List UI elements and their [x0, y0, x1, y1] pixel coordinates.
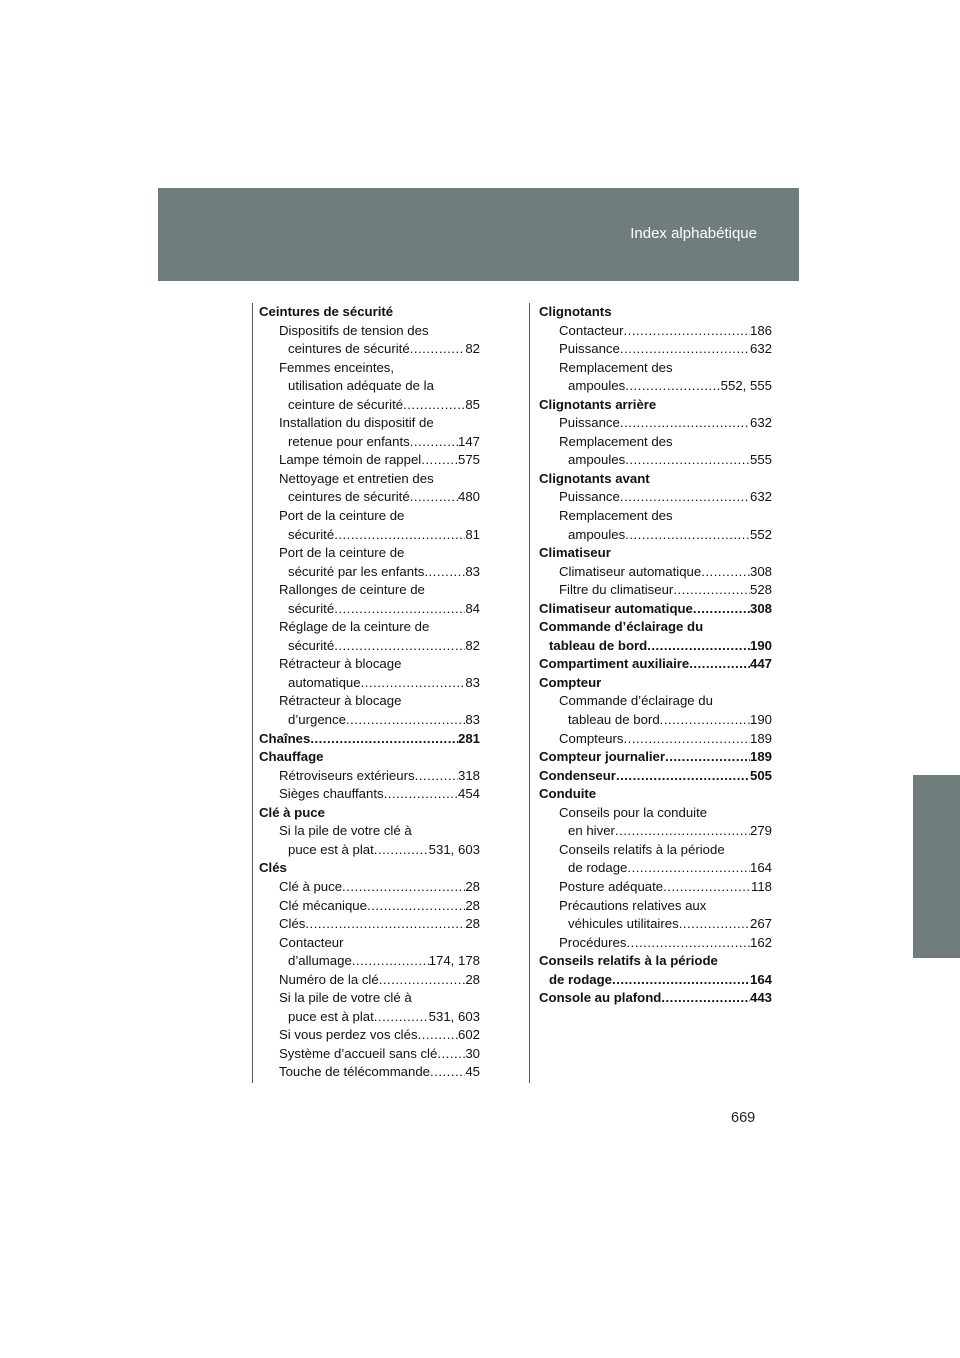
dot-leader — [437, 1045, 465, 1064]
index-subentry — [259, 711, 480, 730]
dot-leader — [625, 377, 720, 396]
index-heading — [259, 730, 480, 749]
index-heading — [539, 989, 772, 1008]
page-reference: 30 — [465, 1045, 480, 1061]
dot-leader — [334, 637, 465, 656]
index-subentry — [539, 451, 772, 470]
page-reference: 186 — [749, 322, 772, 338]
entry-text: tableau de bord — [549, 637, 648, 653]
entry-text: Numéro de la clé — [279, 971, 379, 987]
dot-leader — [415, 767, 458, 786]
page-reference: 83 — [465, 674, 480, 690]
page-reference: 281 — [457, 730, 480, 746]
entry-text: Remplacement des — [559, 508, 673, 524]
entry-text: Puissance — [559, 341, 620, 357]
index-subentry — [259, 396, 480, 415]
page-reference: 189 — [749, 749, 772, 765]
entry-text: sécurité — [288, 600, 335, 616]
dot-leader — [410, 488, 458, 507]
page-reference: 28 — [465, 878, 480, 894]
index-subentry — [259, 767, 480, 786]
index-subentry — [539, 433, 772, 452]
index-subentry — [259, 989, 480, 1008]
page-reference: 164 — [749, 860, 772, 876]
page-reference: 147 — [457, 433, 480, 449]
index-subentry — [259, 1045, 480, 1064]
entry-text: retenue pour enfants — [288, 433, 410, 449]
index-subentry — [539, 934, 772, 953]
entry-text: Compteurs — [559, 730, 624, 746]
index-subentry — [259, 507, 480, 526]
entry-text: ceintures de sécurité — [288, 341, 410, 357]
index-column-right — [539, 303, 772, 1008]
page-reference: 118 — [750, 878, 772, 894]
entry-text: Climatiseur — [539, 545, 611, 561]
entry-text: Commande d’éclairage du — [539, 619, 704, 635]
page-number: 669 — [731, 1110, 756, 1126]
index-heading — [539, 748, 772, 767]
dot-leader — [616, 767, 750, 786]
page-reference: 267 — [749, 916, 772, 932]
entry-text: Port de la ceinture de — [279, 508, 405, 524]
entry-text: Clignotants arrière — [539, 396, 657, 412]
index-subentry — [539, 507, 772, 526]
page-reference: 447 — [749, 656, 772, 672]
index-subentry — [539, 822, 772, 841]
dot-leader — [612, 971, 750, 990]
entry-text: Rallonges de ceinture de — [279, 582, 425, 598]
entry-text: Filtre du climatiseur — [559, 582, 674, 598]
index-subentry — [259, 451, 480, 470]
dot-leader — [673, 581, 750, 600]
dot-leader — [430, 1063, 465, 1082]
dot-leader — [627, 859, 750, 878]
index-heading — [259, 804, 480, 823]
index-subentry — [259, 785, 480, 804]
index-subentry — [539, 563, 772, 582]
entry-text: Conseils relatifs à la période — [559, 841, 725, 857]
index-subentry — [259, 674, 480, 693]
entry-text: Contacteur — [559, 322, 624, 338]
entry-text: puce est à plat — [288, 1008, 374, 1024]
index-subentry — [539, 841, 772, 860]
entry-text: de rodage — [568, 860, 628, 876]
index-column-left — [259, 303, 480, 1082]
index-subentry — [259, 414, 480, 433]
page-reference: 443 — [749, 990, 772, 1006]
index-heading — [539, 971, 772, 990]
index-subentry — [259, 692, 480, 711]
entry-text: Clignotants — [539, 304, 612, 319]
entry-text: Remplacement des — [559, 359, 673, 375]
index-heading — [539, 952, 772, 971]
dot-leader — [620, 414, 750, 433]
entry-text: Clés — [259, 860, 287, 876]
index-subentry — [539, 488, 772, 507]
entry-text: Dispositifs de tension des — [279, 322, 429, 338]
dot-leader — [379, 971, 466, 990]
dot-leader — [625, 526, 750, 545]
dot-leader — [424, 563, 465, 582]
dot-leader — [615, 822, 750, 841]
dot-leader — [361, 674, 466, 693]
entry-text: sécurité — [288, 637, 335, 653]
entry-text: sécurité — [288, 526, 335, 542]
entry-text: Port de la ceinture de — [279, 545, 405, 561]
dot-leader — [620, 488, 750, 507]
page-reference: 454 — [457, 786, 480, 802]
index-heading — [539, 655, 772, 674]
page-reference: 28 — [465, 897, 480, 913]
index-subentry — [259, 1026, 480, 1045]
dot-leader — [334, 526, 465, 545]
index-heading — [539, 785, 772, 804]
index-heading — [539, 396, 772, 415]
page-reference: 189 — [749, 730, 772, 746]
entry-text: Posture adéquate — [559, 878, 664, 894]
index-subentry — [539, 730, 772, 749]
entry-text: de rodage — [549, 971, 613, 987]
entry-text: Rétracteur à blocage — [279, 693, 402, 709]
index-subentry — [259, 433, 480, 452]
entry-text: Si la pile de votre clé à — [279, 990, 412, 1006]
entry-text: Lampe témoin de rappel — [279, 452, 422, 468]
index-subentry — [259, 1008, 480, 1027]
entry-text: ampoules — [568, 378, 626, 394]
column-rule-middle — [529, 303, 530, 1083]
index-subentry — [259, 971, 480, 990]
index-subentry — [259, 878, 480, 897]
entry-text: Compartiment auxiliaire — [539, 656, 690, 672]
index-heading — [539, 767, 772, 786]
entry-text: ampoules — [568, 452, 626, 468]
entry-text: Chauffage — [259, 749, 324, 765]
entry-text: Clé à puce — [279, 878, 343, 894]
page-reference: 308 — [749, 563, 772, 579]
index-subentry — [259, 322, 480, 341]
entry-text: en hiver — [568, 823, 615, 839]
entry-text: tableau de bord — [568, 712, 660, 728]
index-heading — [539, 600, 772, 619]
entry-text: utilisation adéquate de la — [288, 378, 434, 394]
index-subentry — [539, 359, 772, 378]
dot-leader — [352, 952, 429, 971]
entry-text: Condenseur — [539, 767, 616, 783]
entry-text: ceintures de sécurité — [288, 489, 410, 505]
page-reference: 552, 555 — [720, 378, 772, 394]
page-title: Index alphabétique — [630, 225, 757, 242]
page-reference: 632 — [749, 415, 772, 431]
dot-leader — [305, 915, 465, 934]
page-reference: 531, 603 — [428, 841, 480, 857]
dot-leader — [665, 748, 750, 767]
index-subentry — [259, 1063, 480, 1082]
entry-text: automatique — [288, 674, 361, 690]
entry-text: véhicules utilitaires — [568, 916, 679, 932]
entry-text: Ceintures de sécurité — [259, 304, 394, 319]
entry-text: Remplacement des — [559, 433, 673, 449]
column-rule-left — [252, 303, 253, 1083]
page-reference: 28 — [465, 971, 480, 987]
entry-text: Compteur — [539, 674, 602, 690]
index-heading — [539, 303, 772, 322]
entry-text: Installation du dispositif de — [279, 415, 434, 431]
dot-leader — [374, 841, 429, 860]
entry-text: Compteur journalier — [539, 749, 666, 765]
dot-leader — [346, 711, 465, 730]
index-subentry — [259, 655, 480, 674]
index-subentry — [259, 470, 480, 489]
page-reference: 528 — [749, 582, 772, 598]
dot-leader — [701, 563, 750, 582]
dot-leader — [624, 730, 750, 749]
dot-leader — [367, 897, 465, 916]
entry-text: Commande d’éclairage du — [559, 693, 713, 709]
page-reference: 82 — [465, 341, 480, 357]
index-subentry — [539, 897, 772, 916]
entry-text: ampoules — [568, 526, 626, 542]
dot-leader — [334, 600, 465, 619]
page-reference: 505 — [749, 767, 772, 783]
dot-leader — [625, 451, 750, 470]
index-subentry — [259, 934, 480, 953]
page-reference: 190 — [749, 712, 772, 728]
index-heading — [539, 618, 772, 637]
index-subentry — [539, 322, 772, 341]
entry-text: d’allumage — [288, 953, 352, 969]
entry-text: Touche de télécommande — [279, 1064, 431, 1080]
entry-text: puce est à plat — [288, 841, 374, 857]
index-subentry — [259, 340, 480, 359]
page-reference: 279 — [749, 823, 772, 839]
dot-leader — [410, 340, 466, 359]
page-reference: 552 — [749, 526, 772, 542]
page-reference: 190 — [749, 637, 772, 653]
index-subentry — [259, 952, 480, 971]
index-heading — [259, 859, 480, 878]
page-reference: 555 — [749, 452, 772, 468]
page-reference: 162 — [749, 934, 772, 950]
entry-text: Conseils relatifs à la période — [539, 953, 718, 969]
index-subentry — [539, 340, 772, 359]
dot-leader — [624, 322, 750, 341]
entry-text: Console au plafond — [539, 990, 662, 1006]
index-subentry — [539, 859, 772, 878]
dot-leader — [620, 340, 750, 359]
dot-leader — [689, 655, 750, 674]
index-subentry — [539, 526, 772, 545]
index-subentry — [259, 526, 480, 545]
entry-text: Chaînes — [259, 730, 311, 746]
entry-text: Si la pile de votre clé à — [279, 823, 412, 839]
dot-leader — [310, 730, 458, 749]
page-reference: 81 — [465, 526, 480, 542]
index-subentry — [259, 600, 480, 619]
entry-text: Climatiseur automatique — [539, 600, 693, 616]
page-reference: 531, 603 — [428, 1008, 480, 1024]
page-reference: 602 — [457, 1027, 480, 1043]
page-reference: 632 — [749, 341, 772, 357]
entry-text: Sièges chauffants — [279, 786, 384, 802]
page-reference: 575 — [457, 452, 480, 468]
dot-leader — [410, 433, 458, 452]
entry-text: Rétroviseurs extérieurs — [279, 767, 415, 783]
page-reference: 480 — [457, 489, 480, 505]
dot-leader — [374, 1008, 429, 1027]
index-subentry — [259, 618, 480, 637]
page-reference: 174, 178 — [428, 953, 480, 969]
dot-leader — [693, 600, 750, 619]
dot-leader — [626, 934, 750, 953]
dot-leader — [418, 1026, 458, 1045]
index-heading — [539, 544, 772, 563]
entry-text: Clés — [279, 916, 306, 932]
index-subentry — [259, 915, 480, 934]
page-reference: 83 — [465, 712, 480, 728]
index-subentry — [259, 377, 480, 396]
header-band — [158, 188, 799, 281]
entry-text: Conseils pour la conduite — [559, 804, 708, 820]
entry-text: Femmes enceintes, — [279, 359, 395, 375]
index-subentry — [259, 544, 480, 563]
dot-leader — [660, 711, 750, 730]
index-subentry — [259, 841, 480, 860]
dot-leader — [384, 785, 458, 804]
entry-text: Clé mécanique — [279, 897, 367, 913]
index-heading — [259, 748, 480, 767]
entry-text: Clignotants avant — [539, 470, 650, 486]
entry-text: Réglage de la ceinture de — [279, 619, 430, 635]
dot-leader — [421, 451, 458, 470]
page-reference: 82 — [465, 637, 480, 653]
index-heading — [259, 303, 480, 322]
entry-text: sécurité par les enfants — [288, 563, 425, 579]
page-reference: 28 — [465, 916, 480, 932]
index-heading — [539, 637, 772, 656]
index-heading — [539, 674, 772, 693]
dot-leader — [342, 878, 465, 897]
entry-text: Système d’accueil sans clé — [279, 1045, 438, 1061]
section-tab — [913, 775, 960, 958]
index-subentry — [539, 581, 772, 600]
page-reference: 45 — [465, 1064, 480, 1080]
index-subentry — [539, 414, 772, 433]
entry-text: d’urgence — [288, 712, 346, 728]
index-subentry — [259, 359, 480, 378]
entry-text: Précautions relatives aux — [559, 897, 707, 913]
index-subentry — [259, 581, 480, 600]
index-heading — [539, 470, 772, 489]
page-reference: 85 — [465, 396, 480, 412]
dot-leader — [661, 989, 750, 1008]
entry-text: Rétracteur à blocage — [279, 656, 402, 672]
entry-text: Puissance — [559, 415, 620, 431]
page-reference: 318 — [457, 767, 480, 783]
page-reference: 84 — [465, 600, 480, 616]
index-subentry — [259, 637, 480, 656]
index-subentry — [259, 897, 480, 916]
entry-text: Si vous perdez vos clés — [279, 1027, 418, 1043]
entry-text: Nettoyage et entretien des — [279, 470, 434, 486]
entry-text: Contacteur — [279, 934, 344, 950]
index-subentry — [539, 692, 772, 711]
page-reference: 164 — [749, 971, 772, 987]
entry-text: Puissance — [559, 489, 620, 505]
entry-text: Procédures — [559, 934, 627, 950]
page-reference: 632 — [749, 489, 772, 505]
entry-text: ceinture de sécurité — [288, 396, 404, 412]
dot-leader — [403, 396, 465, 415]
index-subentry — [259, 563, 480, 582]
index-subentry — [539, 377, 772, 396]
index-subentry — [539, 711, 772, 730]
index-subentry — [539, 915, 772, 934]
dot-leader — [647, 637, 750, 656]
entry-text: Clé à puce — [259, 804, 325, 820]
index-subentry — [259, 822, 480, 841]
index-subentry — [539, 804, 772, 823]
index-subentry — [539, 878, 772, 897]
dot-leader — [663, 878, 751, 897]
entry-text: Conduite — [539, 786, 597, 802]
page-reference: 308 — [749, 600, 772, 616]
page-reference: 83 — [465, 563, 480, 579]
entry-text: Climatiseur automatique — [559, 563, 702, 579]
index-subentry — [259, 488, 480, 507]
dot-leader — [679, 915, 750, 934]
